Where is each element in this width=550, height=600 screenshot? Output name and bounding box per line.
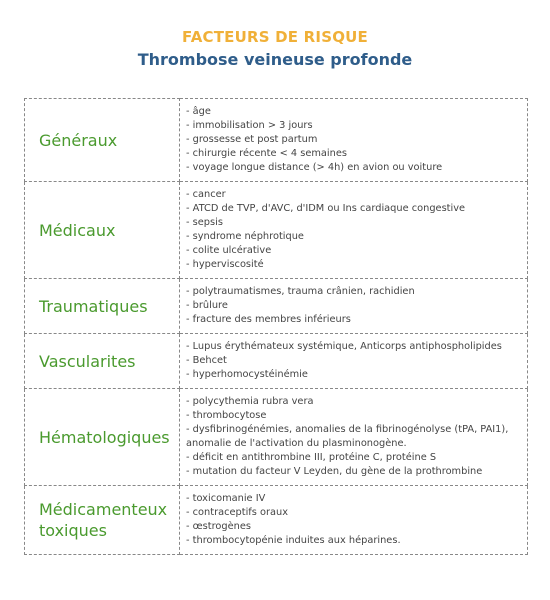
risk-item: - déficit en antithrombine III, protéine C, protéine S: [186, 452, 437, 463]
risk-row: [25, 279, 528, 334]
risk-row: [25, 389, 528, 486]
risk-item: - syndrome néphrotique: [186, 231, 304, 242]
risk-item: - Behcet: [186, 355, 227, 366]
risk-items: [180, 99, 528, 182]
risk-row: [25, 99, 528, 182]
risk-item: - Lupus érythémateux systémique, Anticorps antiphospholipides: [186, 341, 502, 352]
risk-items: [180, 486, 528, 555]
page-subtitle: Thrombose veineuse profonde: [137, 50, 413, 69]
risk-item: - brûlure: [186, 300, 228, 311]
risk-item: - immobilisation > 3 jours: [186, 120, 313, 131]
risk-category: Médicaux: [25, 182, 180, 279]
risk-items: [180, 334, 528, 389]
risk-item: - grossesse et post partum: [186, 134, 318, 145]
risk-factors-table: [24, 98, 528, 555]
risk-factors-body: [25, 99, 528, 555]
risk-category: Généraux: [25, 99, 180, 182]
risk-item: - cancer: [186, 189, 226, 200]
risk-item: - ATCD de TVP, d'AVC, d'IDM ou Ins cardiaque congestive: [186, 203, 466, 214]
header: [0, 0, 550, 69]
risk-row: [25, 334, 528, 389]
risk-item: - colite ulcérative: [186, 245, 272, 256]
risk-item: - toxicomanie IV: [186, 493, 266, 504]
risk-item: - contraceptifs oraux: [186, 507, 289, 518]
risk-item: - thrombocytose: [186, 410, 267, 421]
risk-item: - fracture des membres inférieurs: [186, 314, 351, 325]
risk-category: Hématologiques: [25, 389, 180, 486]
risk-row: [25, 486, 528, 555]
risk-item: - hyperviscosité: [186, 259, 264, 270]
risk-item: - sepsis: [186, 217, 223, 228]
risk-item: - chirurgie récente < 4 semaines: [186, 148, 347, 159]
risk-item: - polytraumatismes, trauma crânien, rachidien: [186, 286, 415, 297]
risk-item: - voyage longue distance (> 4h) en avion ou voiture: [186, 162, 443, 173]
risk-category: Traumatiques: [25, 279, 180, 334]
risk-category: Vascularites: [25, 334, 180, 389]
risk-item: - œstrogènes: [186, 521, 252, 532]
risk-item: - mutation du facteur V Leyden, du gène de la prothrombine: [186, 466, 483, 477]
risk-items: [180, 389, 528, 486]
risk-item: - thrombocytopénie induites aux héparines.: [186, 535, 401, 546]
page-title: FACTEURS DE RISQUE: [181, 28, 368, 46]
risk-item: - âge: [186, 106, 211, 117]
risk-item: - hyperhomocystéinémie: [186, 369, 308, 380]
risk-category: Médicamenteux toxiques: [25, 486, 180, 555]
risk-item: - dysfibrinogénémies, anomalies de la fibrinogénolyse (tPA, PAI1), anomalie de l'activation du plasminonogène.: [186, 424, 509, 449]
risk-row: [25, 182, 528, 279]
risk-items: [180, 279, 528, 334]
risk-item: - polycythemia rubra vera: [186, 396, 314, 407]
risk-items: [180, 182, 528, 279]
